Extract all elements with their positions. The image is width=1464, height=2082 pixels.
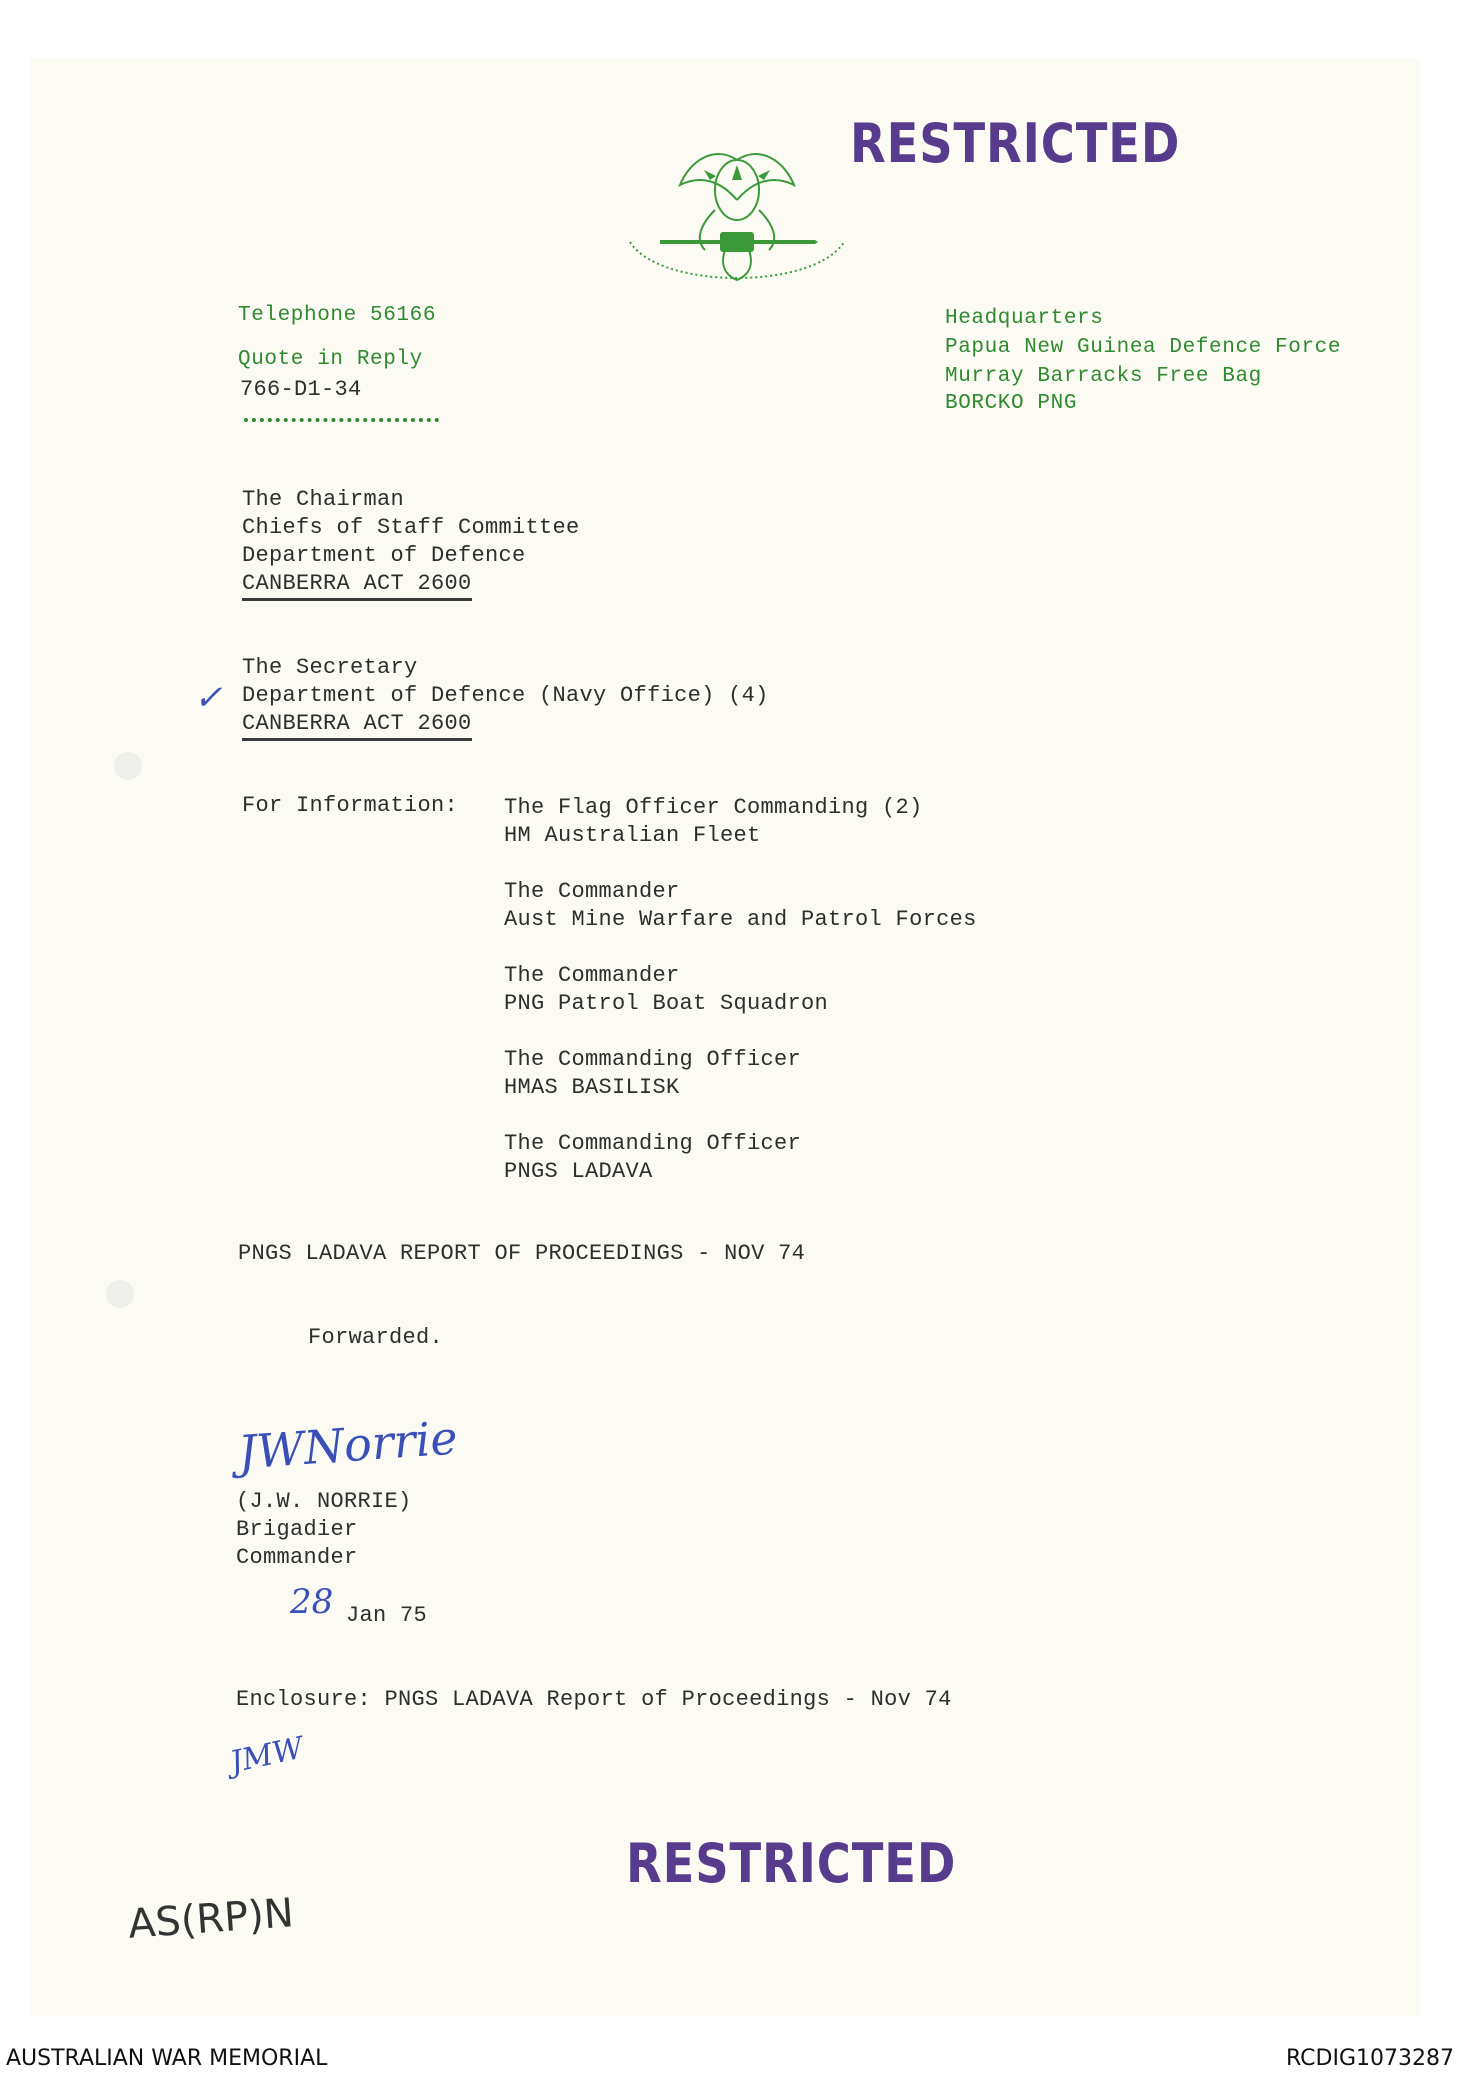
reference-dotted-line <box>244 418 439 422</box>
info-recipient-2-line2: Aust Mine Warfare and Patrol Forces <box>504 907 977 932</box>
addressee1-line4: CANBERRA ACT 2600 <box>242 570 472 601</box>
signatory-position: Commander <box>236 1545 358 1570</box>
info-recipient-5-line2: PNGS LADAVA <box>504 1159 653 1184</box>
addressee1-line1: The Chairman <box>242 487 405 512</box>
addressee1-line2: Chiefs of Staff Committee <box>242 515 580 540</box>
signatory-rank: Brigadier <box>236 1517 358 1542</box>
handwritten-signature: JWNorrie <box>236 1410 460 1480</box>
body-text: Forwarded. <box>308 1325 444 1350</box>
enclosure-line: Enclosure: PNGS LADAVA Report of Proceedings - Nov 74 <box>236 1687 952 1712</box>
archive-footer-left: AUSTRALIAN WAR MEMORIAL <box>6 2046 328 2071</box>
restricted-stamp-top: RESTRICTED <box>850 112 1181 175</box>
signatory-name: (J.W. NORRIE) <box>236 1489 412 1514</box>
punch-hole-lower <box>106 1280 134 1308</box>
hq-line-3: Murray Barracks Free Bag <box>945 365 1262 388</box>
info-recipient-1-line1: The Flag Officer Commanding (2) <box>504 795 923 820</box>
check-tick-mark: ✓ <box>194 678 223 718</box>
handwritten-day: 28 <box>290 1582 334 1622</box>
hq-line-2: Papua New Guinea Defence Force <box>945 336 1342 359</box>
info-recipient-4-line1: The Commanding Officer <box>504 1047 802 1072</box>
info-recipient-3-line2: PNG Patrol Boat Squadron <box>504 991 829 1016</box>
reference-number: 766-D1-34 <box>240 377 362 402</box>
hq-line-4: BORCKO PNG <box>945 392 1078 415</box>
for-information-label: For Information: <box>242 793 459 818</box>
addressee2-line3: CANBERRA ACT 2600 <box>242 710 472 741</box>
restricted-stamp-bottom: RESTRICTED <box>626 1832 957 1895</box>
addressee1-line3: Department of Defence <box>242 543 526 568</box>
letter-date: Jan 75 <box>346 1603 428 1628</box>
archive-footer-right: RCDIG1073287 <box>1285 2046 1454 2071</box>
handwritten-initials: JMW <box>227 1730 307 1781</box>
punch-hole-upper <box>114 752 142 780</box>
addressee2-line2: Department of Defence (Navy Office) (4) <box>242 683 769 708</box>
addressee2-line1: The Secretary <box>242 655 418 680</box>
quote-in-reply-label: Quote in Reply <box>238 348 423 371</box>
png-defence-force-crest-icon <box>620 140 855 305</box>
info-recipient-2-line1: The Commander <box>504 879 680 904</box>
telephone-number: Telephone 56166 <box>238 304 437 327</box>
info-recipient-5-line1: The Commanding Officer <box>504 1131 802 1156</box>
hq-line-1: Headquarters <box>945 307 1104 330</box>
subject-line: PNGS LADAVA REPORT OF PROCEEDINGS - NOV 74 <box>238 1241 806 1266</box>
info-recipient-1-line2: HM Australian Fleet <box>504 823 761 848</box>
info-recipient-3-line1: The Commander <box>504 963 680 988</box>
info-recipient-4-line2: HMAS BASILISK <box>504 1075 680 1100</box>
pencil-file-note: AS(RP)N <box>126 1890 296 1948</box>
